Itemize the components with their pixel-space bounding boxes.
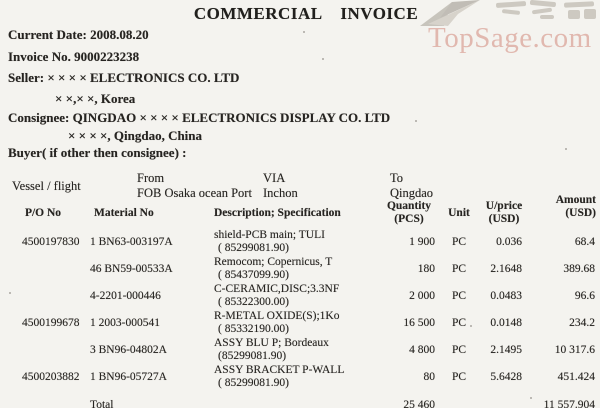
to-value: Qingdao xyxy=(390,186,434,200)
header-unit: Unit xyxy=(448,206,470,219)
cell-material: 1 BN63-003197A xyxy=(90,235,173,248)
description-text: Remocom; Copernicus, T xyxy=(214,255,333,268)
cell-uprice: 0.036 xyxy=(496,235,522,248)
cell-po: 4500197830 xyxy=(22,235,80,248)
seller-address: × ×,× ×, Korea xyxy=(55,91,136,106)
via-value: Inchon xyxy=(263,186,298,200)
total-amount: 11 557.904 xyxy=(543,399,595,408)
total-row xyxy=(8,393,600,408)
cell-description xyxy=(200,256,378,282)
cell-quantity: 2 000 xyxy=(409,289,435,302)
cell-po: 4500203882 xyxy=(22,370,80,383)
cell-amount: 10 317.6 xyxy=(554,343,595,356)
invoice-no-value: 9000223238 xyxy=(74,49,140,64)
via-block xyxy=(263,171,298,201)
table-row xyxy=(8,282,600,309)
total-quantity: 25 460 xyxy=(403,399,435,408)
cell-amount: 96.6 xyxy=(574,289,595,302)
hs-code-text: ( 85299081.90) xyxy=(218,376,289,389)
cell-po: 4500199678 xyxy=(22,316,80,329)
description-text: ASSY BLU P; Bordeaux xyxy=(214,336,329,349)
cell-description xyxy=(200,337,378,363)
description-text: ASSY BRACKET P-WALL xyxy=(214,363,345,376)
cell-uprice: 5.6428 xyxy=(490,370,522,383)
consignee-name: QINGDAO × × × × ELECTRONICS DISPLAY CO. LTD xyxy=(72,110,391,125)
hs-code-text: ( 85332190.00) xyxy=(218,322,289,335)
cell-description xyxy=(200,229,378,255)
description-text: shield-PCB main; TULI xyxy=(214,228,325,241)
cell-amount: 234.2 xyxy=(569,316,595,329)
invoice-table-body xyxy=(8,228,600,390)
seller-name: × × × × ELECTRONICS CO. LTD xyxy=(47,70,240,85)
to-label: To xyxy=(390,171,404,185)
line-items-table xyxy=(8,194,600,408)
page-title: COMMERCIAL INVOICE xyxy=(193,4,419,23)
header-po-no: P/O No xyxy=(24,206,62,219)
from-label: From xyxy=(137,171,165,185)
hs-code-text: (85299081.90) xyxy=(218,349,287,362)
seller-label: Seller: xyxy=(8,70,45,85)
table-row xyxy=(8,309,600,336)
cell-uprice: 0.0483 xyxy=(490,289,522,302)
cell-material: 1 BN96-05727A xyxy=(90,370,167,383)
via-label: VIA xyxy=(263,171,286,185)
table-header-row xyxy=(8,194,600,228)
hs-code-text: ( 85437099.90) xyxy=(218,268,289,281)
total-label: Total xyxy=(90,399,114,408)
cell-quantity: 4 800 xyxy=(409,343,435,356)
scan-speckle xyxy=(470,325,472,327)
cell-uprice: 2.1648 xyxy=(490,262,522,275)
table-row xyxy=(8,255,600,282)
topsage-watermark: TopSage.com xyxy=(428,22,592,54)
consignee-line xyxy=(8,110,390,126)
from-value: FOB Osaka ocean Port xyxy=(137,186,252,200)
cell-unit: PC xyxy=(451,235,467,248)
cell-uprice: 0.0148 xyxy=(490,316,522,329)
vessel-flight-label: Vessel / flight xyxy=(12,179,81,193)
scan-speckle xyxy=(415,120,417,122)
cell-material: 1 2003-000541 xyxy=(90,316,160,329)
buyer-line: Buyer( if other then consignee) : xyxy=(8,145,187,160)
cell-description xyxy=(200,310,378,336)
cell-material: 4-2201-000446 xyxy=(90,289,161,302)
header-quantity: Quantity (PCS) xyxy=(386,200,432,225)
header-material-no: Material No xyxy=(94,206,154,219)
cell-material: 3 BN96-04802A xyxy=(90,343,167,356)
cell-amount: 68.4 xyxy=(574,235,595,248)
current-date-label: Current Date: xyxy=(8,27,87,42)
header-amount: Amount (USD) xyxy=(555,194,596,219)
current-date-line xyxy=(8,27,149,43)
scan-speckle xyxy=(530,397,532,399)
cell-material: 46 BN59-00533A xyxy=(90,262,173,275)
description-text: C-CERAMIC,DISC;3.3NF xyxy=(214,282,340,295)
consignee-label: Consignee: xyxy=(8,110,70,125)
description-text: R-METAL OXIDE(S);1Ko xyxy=(214,309,340,322)
invoice-no-line xyxy=(8,49,139,65)
invoice-no-label: Invoice No. xyxy=(8,49,71,64)
cell-unit: PC xyxy=(451,370,467,383)
cell-uprice: 2.1495 xyxy=(490,343,522,356)
cell-quantity: 16 500 xyxy=(403,316,435,329)
header-description: Description; Specification xyxy=(214,206,341,219)
current-date-value: 2008.08.20 xyxy=(90,27,149,42)
cell-unit: PC xyxy=(451,289,467,302)
cell-unit: PC xyxy=(451,316,467,329)
header-uprice: U/price (USD) xyxy=(485,200,523,225)
hs-code-text: ( 85299081.90) xyxy=(218,241,289,254)
cell-quantity: 80 xyxy=(423,370,435,383)
cell-quantity: 1 900 xyxy=(409,235,435,248)
scan-speckle xyxy=(565,148,567,150)
scan-speckle xyxy=(9,292,11,294)
table-row xyxy=(8,336,600,363)
to-block xyxy=(390,171,433,201)
table-row xyxy=(8,228,600,255)
from-block xyxy=(137,171,252,201)
cell-description xyxy=(200,364,378,390)
scan-speckle xyxy=(322,58,324,60)
cell-amount: 389.68 xyxy=(563,262,595,275)
seller-line xyxy=(8,70,239,86)
consignee-address: × × × ×, Qingdao, China xyxy=(68,128,203,143)
table-row xyxy=(8,363,600,390)
scan-speckle xyxy=(303,31,305,33)
cell-amount: 451.424 xyxy=(557,370,595,383)
hs-code-text: ( 85322300.00) xyxy=(218,295,289,308)
cell-unit: PC xyxy=(451,262,467,275)
cell-quantity: 180 xyxy=(417,262,435,275)
cell-description xyxy=(200,283,378,309)
cell-unit: PC xyxy=(451,343,467,356)
